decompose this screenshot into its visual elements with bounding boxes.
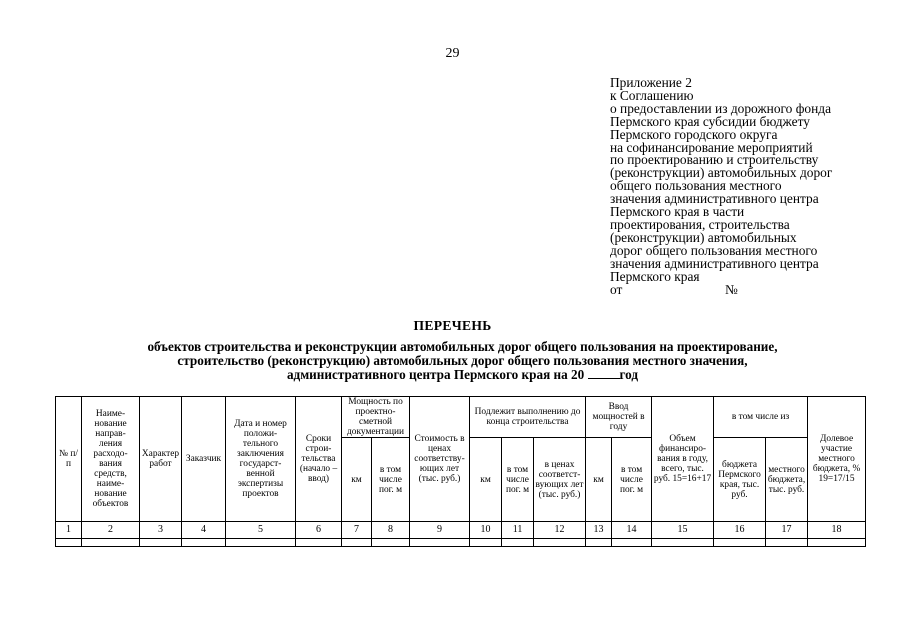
table-cell bbox=[714, 539, 766, 547]
appendix-line: Приложение 2 bbox=[610, 75, 692, 90]
column-number: 9 bbox=[410, 522, 470, 539]
column-number: 17 bbox=[766, 522, 808, 539]
column-number: 4 bbox=[182, 522, 226, 539]
header-name: Наиме- нование направ- ления расходо- вания средств, наиме- нование объектов bbox=[82, 397, 140, 522]
year-blank bbox=[588, 367, 620, 379]
column-number: 11 bbox=[502, 522, 534, 539]
header-num: № п/п bbox=[56, 397, 82, 522]
table-cell bbox=[342, 539, 372, 547]
header-rem-km: км bbox=[470, 438, 502, 522]
header-capacity-incl: в том числе пог. м bbox=[372, 438, 410, 522]
appendix-line: Пермского края bbox=[610, 268, 700, 284]
column-number: 7 bbox=[342, 522, 372, 539]
subtitle-line-3 bbox=[60, 367, 865, 382]
header-com-km: км bbox=[586, 438, 612, 522]
appendix-line: Пермского края субсидии бюджету bbox=[610, 113, 810, 129]
subtitle-line-3-pre: административного центра Пермского края на 20 bbox=[286, 367, 585, 382]
table-cell bbox=[612, 539, 652, 547]
header-character: Характер работ bbox=[140, 397, 182, 522]
objects-table bbox=[55, 396, 866, 547]
table-cell bbox=[502, 539, 534, 547]
table-cell bbox=[182, 539, 226, 547]
table-cell bbox=[296, 539, 342, 547]
appendix-line: к Соглашению bbox=[610, 87, 694, 103]
table-cell bbox=[410, 539, 470, 547]
subtitle-line-1: объектов строительства и реконструкции автомобильных дорог общего пользования на проектирование, bbox=[147, 339, 778, 354]
number-label: № bbox=[725, 281, 738, 297]
column-number: 16 bbox=[714, 522, 766, 539]
subtitle-line-3-post: год bbox=[619, 367, 639, 382]
column-number-row bbox=[56, 522, 866, 539]
table-cell bbox=[226, 539, 296, 547]
column-number: 13 bbox=[586, 522, 612, 539]
appendix-line: дорог общего пользования местного bbox=[610, 242, 818, 258]
header-com-incl: в том числе пог. м bbox=[612, 438, 652, 522]
appendix-line: Пермского края в части bbox=[610, 204, 745, 220]
header-budget-local: местного бюджета, тыс. руб. bbox=[766, 438, 808, 522]
table-cell bbox=[372, 539, 410, 547]
column-number: 8 bbox=[372, 522, 410, 539]
header-remaining: Подлежит выполнению до конца строительства bbox=[470, 397, 586, 438]
header-expertise-date: Дата и номер положи- тельного заключения государст- венной экспертизы проектов bbox=[226, 397, 296, 522]
appendix-line: по проектированию и строительству bbox=[610, 152, 819, 168]
page-number: 29 bbox=[445, 46, 460, 61]
column-number: 5 bbox=[226, 522, 296, 539]
header-terms: Сроки строи- тельства (начало – ввод) bbox=[296, 397, 342, 522]
appendix-line: общего пользования местного bbox=[610, 178, 782, 194]
column-number: 1 bbox=[56, 522, 82, 539]
header-including: в том числе из bbox=[714, 397, 808, 438]
column-number: 10 bbox=[470, 522, 502, 539]
table-cell bbox=[56, 539, 82, 547]
appendix-line: (реконструкции) автомобильных дорог bbox=[610, 165, 833, 181]
table-cell bbox=[652, 539, 714, 547]
table-cell bbox=[766, 539, 808, 547]
appendix-line: значения административного центра bbox=[610, 255, 819, 271]
header-commission: Ввод мощностей в году bbox=[586, 397, 652, 438]
table-cell bbox=[470, 539, 502, 547]
column-number: 18 bbox=[808, 522, 866, 539]
header-rem-incl: в том числе пог. м bbox=[502, 438, 534, 522]
column-number: 2 bbox=[82, 522, 140, 539]
table-cell bbox=[82, 539, 140, 547]
appendix-line: (реконструкции) автомобильных bbox=[610, 229, 797, 245]
table-cell bbox=[534, 539, 586, 547]
appendix-line: Пермского городского округа bbox=[610, 126, 778, 142]
appendix-from-line bbox=[610, 281, 900, 297]
appendix-line: значения административного центра bbox=[610, 191, 819, 207]
header-capacity: Мощность по проектно- сметной документации bbox=[342, 397, 410, 438]
header-volume: Объем финансиро- вания в году, всего, тыс. руб. 15=16+17 bbox=[652, 397, 714, 522]
header-capacity-km: км bbox=[342, 438, 372, 522]
header-cost: Стоимость в ценах соответству- ющих лет (тыс. руб.) bbox=[410, 397, 470, 522]
column-number: 12 bbox=[534, 522, 586, 539]
appendix-line: проектирования, строительства bbox=[610, 216, 790, 232]
document-title: ПЕРЕЧЕНЬ bbox=[413, 318, 492, 333]
appendix-line: о предоставлении из дорожного фонда bbox=[610, 100, 832, 116]
header-share: Долевое участие местного бюджета, % 19=17/15 bbox=[808, 397, 866, 522]
appendix-line: на софинансирование мероприятий bbox=[610, 139, 813, 155]
table-row bbox=[56, 539, 866, 547]
table-cell bbox=[808, 539, 866, 547]
appendix-block bbox=[610, 77, 900, 296]
from-label: от bbox=[610, 281, 623, 297]
column-number: 3 bbox=[140, 522, 182, 539]
header-customer: Заказчик bbox=[182, 397, 226, 522]
subtitle-line-2: строительство (реконструкцию) автомобильных дорог общего пользования местного значения, bbox=[177, 352, 748, 368]
header-budget-perm: бюджета Пермского края, тыс. руб. bbox=[714, 438, 766, 522]
column-number: 15 bbox=[652, 522, 714, 539]
header-rem-prices: в ценах соответст- вующих лет (тыс. руб.) bbox=[534, 438, 586, 522]
table-cell bbox=[586, 539, 612, 547]
column-number: 6 bbox=[296, 522, 342, 539]
document-subtitle bbox=[60, 340, 865, 382]
column-number: 14 bbox=[612, 522, 652, 539]
table-cell bbox=[140, 539, 182, 547]
